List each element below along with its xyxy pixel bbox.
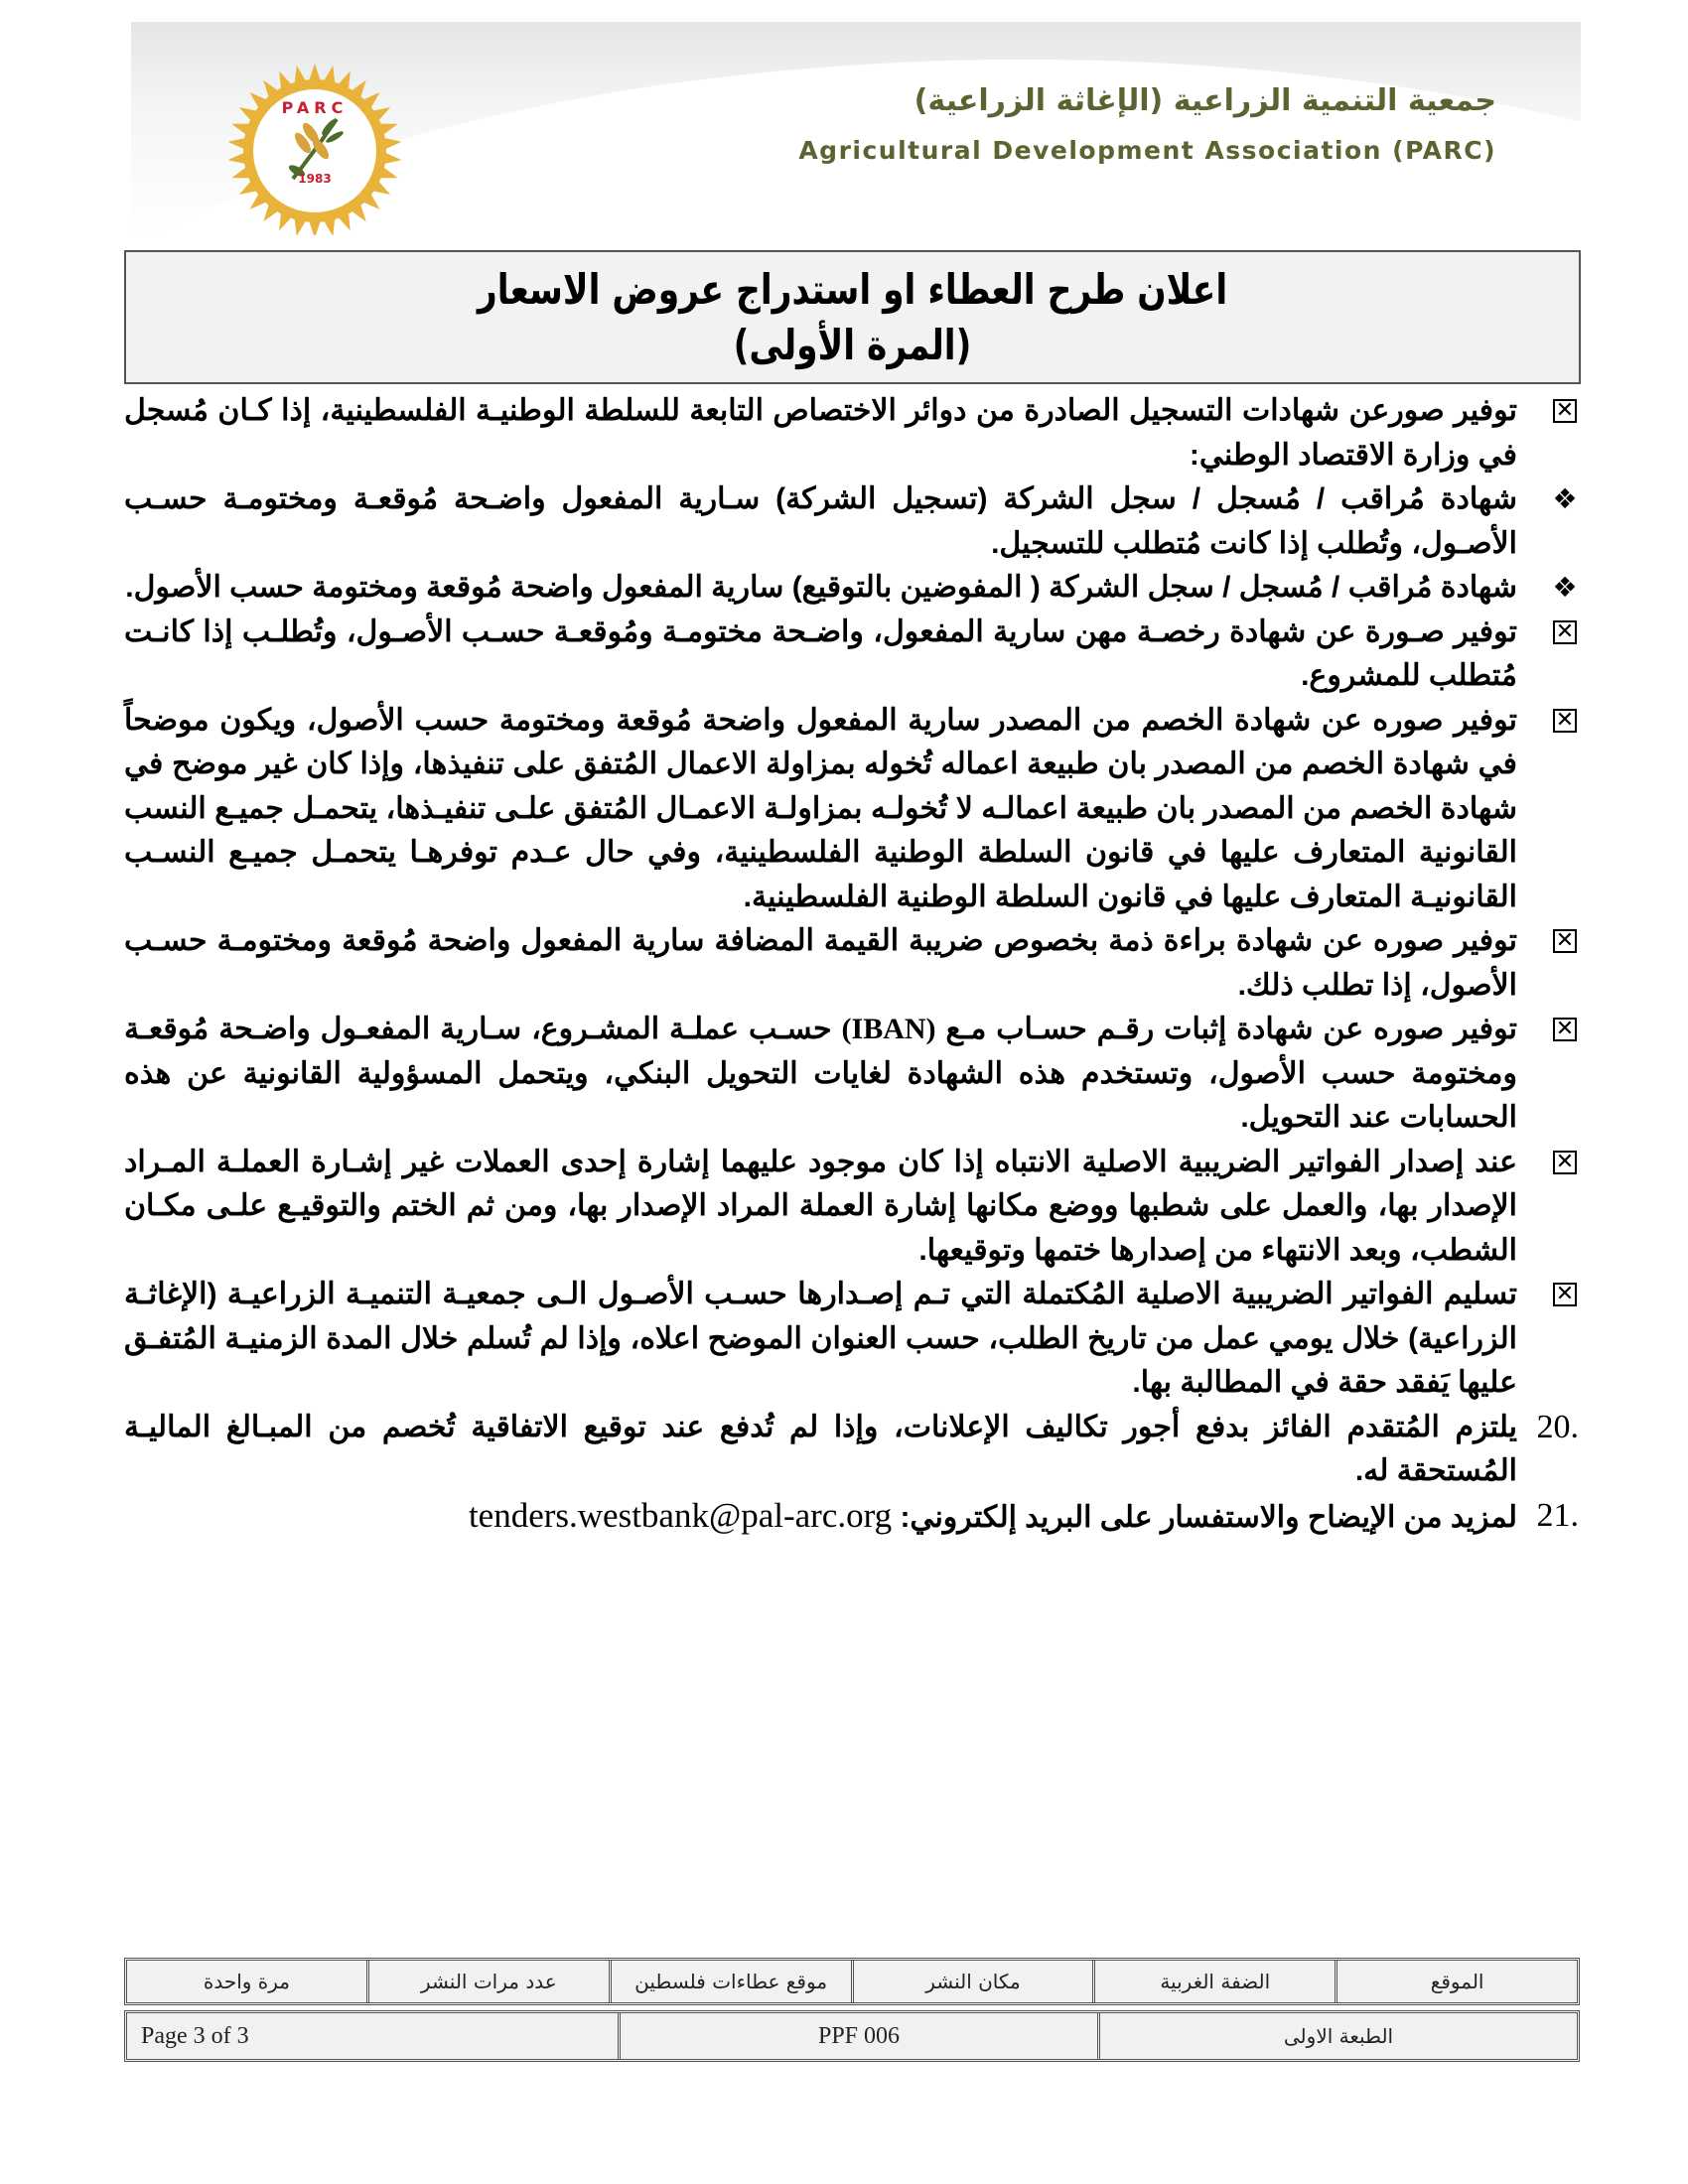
diamond-bullet-icon: ❖	[1552, 482, 1578, 515]
list-item: ✕ تسليم الفواتير الضريبية الاصلية المُكتملة التي تـم إصـدارها حسـب الأصـول الـى جمعيـة التنميـة الزراعيـة (الإغاثـة الزراعية) خلال يومي عمل من تاريخ الطلب، حسب العنوان الموضح اعلاه، وإذا لم تُسلم خلال المدة الزمنيـة المُتفـق عليها يَفقد حقة في المطالبة بها.	[124, 1273, 1579, 1406]
footer-page-number: Page 3 of 3	[141, 2022, 249, 2049]
footer-edition: الطبعة الاولى	[1097, 2013, 1577, 2059]
footer-form-code: PPF 006	[618, 2013, 1097, 2059]
checkbox-x-icon: ✕	[1551, 1149, 1579, 1176]
emphasis-text: الفواتير الضريبية الاصلية	[1081, 1145, 1381, 1178]
footer-cell-publish-place-label: مكان النشر	[851, 1961, 1093, 2002]
diamond-bullet-icon: ❖	[1552, 571, 1578, 604]
footer-cell-publish-count-label: عدد مرات النشر	[366, 1961, 609, 2002]
footer-document-info-table	[124, 2010, 1580, 2062]
list-item: ✕ عند إصدار الفواتير الضريبية الاصلية الانتباه إذا كان موجود عليهما إشارة إحدى العملات غير إشـارة العملـة المـراد الإصدار بها، والعمل على شطبها ووضع مكانها إشارة العملة المراد الإصدار بها، ومن ثم الختم والتوقيـع علـى مكـان الشطب، وبعد الانتهاء من إصدارها ختمها وتوقيعها.	[124, 1141, 1579, 1274]
checkbox-x-icon: ✕	[1551, 1281, 1579, 1308]
footer-publication-table	[124, 1958, 1580, 2005]
header-banner	[131, 22, 1581, 235]
list-item: ✕ توفير صوره عن شهادة الخصم من المصدر سارية المفعول واضحة مُوقعة ومختومة حسب الأصول، ويكون موضحاً في شهادة الخصم من المصدر بان طبيعة اعماله تُخوله بمزاولة الاعمال المُتفق على تنفيذها، وإذا كان غير موضح في شهادة الخصم من المصدر بان طبيعة اعمالـه لا تُخولـه بمزاولـة الاعمـال المُتفق علـى تنفيـذها، يتحمـل جميـع النسب القانونية المتعارف عليها في قانون السلطة الوطنية الفلسطينية، وفي حال عـدم توفرهـا يتحمـل جميـع النسـب القانونيـة المتعارف عليها في قانون السلطة الوطنية الفلسطينية.	[124, 699, 1579, 920]
emphasis-text: يومي عمل	[1202, 1321, 1334, 1355]
footer-cell-publish-count-value: مرة واحدة	[203, 1970, 291, 1993]
checkbox-x-icon: ✕	[1551, 707, 1579, 735]
page-subtitle: (المرة الأولى)	[733, 321, 972, 369]
list-item: 20. يلتزم المُتقدم الفائز بدفع أجور تكاليف الإعلانات، وإذا لم تُدفع عند توقيع الاتفاقية تُخصم من المبـالغ الماليـة المُستحقة له.	[124, 1406, 1579, 1494]
org-name-english: Agricultural Development Association (PARC)	[798, 136, 1496, 165]
email-link[interactable]: tenders.westbank@pal-arc.org	[468, 1495, 893, 1535]
svg-text:PARC: PARC	[281, 98, 349, 117]
list-item: ✕ توفير صورعن شهادات التسجيل الصادرة من دوائر الاختصاص التابعة للسلطة الوطنيـة الفلسطينية، إذا كـان مُسجل في وزارة الاقتصاد الوطني:	[124, 389, 1579, 478]
announcement-title-box	[124, 250, 1581, 384]
checkbox-x-icon: ✕	[1551, 618, 1579, 646]
checkbox-x-icon: ✕	[1551, 1016, 1579, 1043]
requirements-list	[124, 389, 1579, 1540]
list-item: ✕ توفير صوره عن شهادة إثبات رقـم حسـاب مـع (IBAN) حسـب عملـة المشـروع، سـارية المفعـول واضـحة مُوقعـة ومختومة حسب الأصول، وتستخدم هذه الشهادة لغايات التحويل البنكي، ويتحمل المسؤولية القانونية عن هذه الحسابات عند التحويل.	[124, 1008, 1579, 1141]
list-item: ❖ شهادة مُراقب / مُسجل / سجل الشركة ( المفوضين بالتوقيع) سارية المفعول واضحة مُوقعة ومختومة حسب الأصول.	[125, 571, 1578, 604]
list-item: ✕ توفير صوره عن شهادة براءة ذمة بخصوص ضريبة القيمة المضافة سارية المفعول واضحة مُوقعة ومختومـة حسـب الأصول، إذا تطلب ذلك.	[124, 919, 1579, 1008]
sun-logo-icon	[225, 62, 404, 235]
checkbox-x-icon: ✕	[1551, 927, 1579, 955]
item-number: 21.	[1536, 1496, 1579, 1534]
parc-logo	[225, 62, 404, 235]
footer-cell-location-label: الموقع	[1335, 1961, 1577, 2002]
item-number: 20.	[1536, 1408, 1579, 1445]
svg-text:1983: 1983	[298, 172, 332, 186]
emphasis-text: تسليم الفواتير الضريبية الاصلية	[1135, 1278, 1517, 1310]
iban-label: (IBAN)	[841, 1013, 936, 1045]
list-item: 21. لمزيد من الإيضاح والاستفسار على البريد إلكتروني: tenders.westbank@pal-arc.org	[124, 1494, 1579, 1541]
page-title: اعلان طرح العطاء او استدراج عروض الاسعار	[477, 265, 1228, 314]
footer-cell-location-value: الضفة الغربية	[1092, 1961, 1335, 2002]
list-item: ❖ شهادة مُراقب / مُسجل / سجل الشركة (تسجيل الشركة) سـارية المفعول واضـحة مُوقعـة ومختومـة حسـب الأصـول، وتُطلب إذا كانت مُتطلب للتسجيل.	[124, 482, 1578, 560]
footer-cell-publish-place-value: موقع عطاءات فلسطين	[609, 1961, 851, 2002]
checkbox-x-icon: ✕	[1551, 397, 1579, 425]
list-item: ✕ توفير صـورة عن شهادة رخصـة مهن سارية المفعول، واضـحة مختومـة ومُوقعـة حسـب الأصـول، وتُطلـب إذا كانـت مُتطلب للمشروع.	[124, 611, 1579, 699]
org-name-arabic: جمعية التنمية الزراعية (الإغاثة الزراعية)	[914, 83, 1496, 118]
